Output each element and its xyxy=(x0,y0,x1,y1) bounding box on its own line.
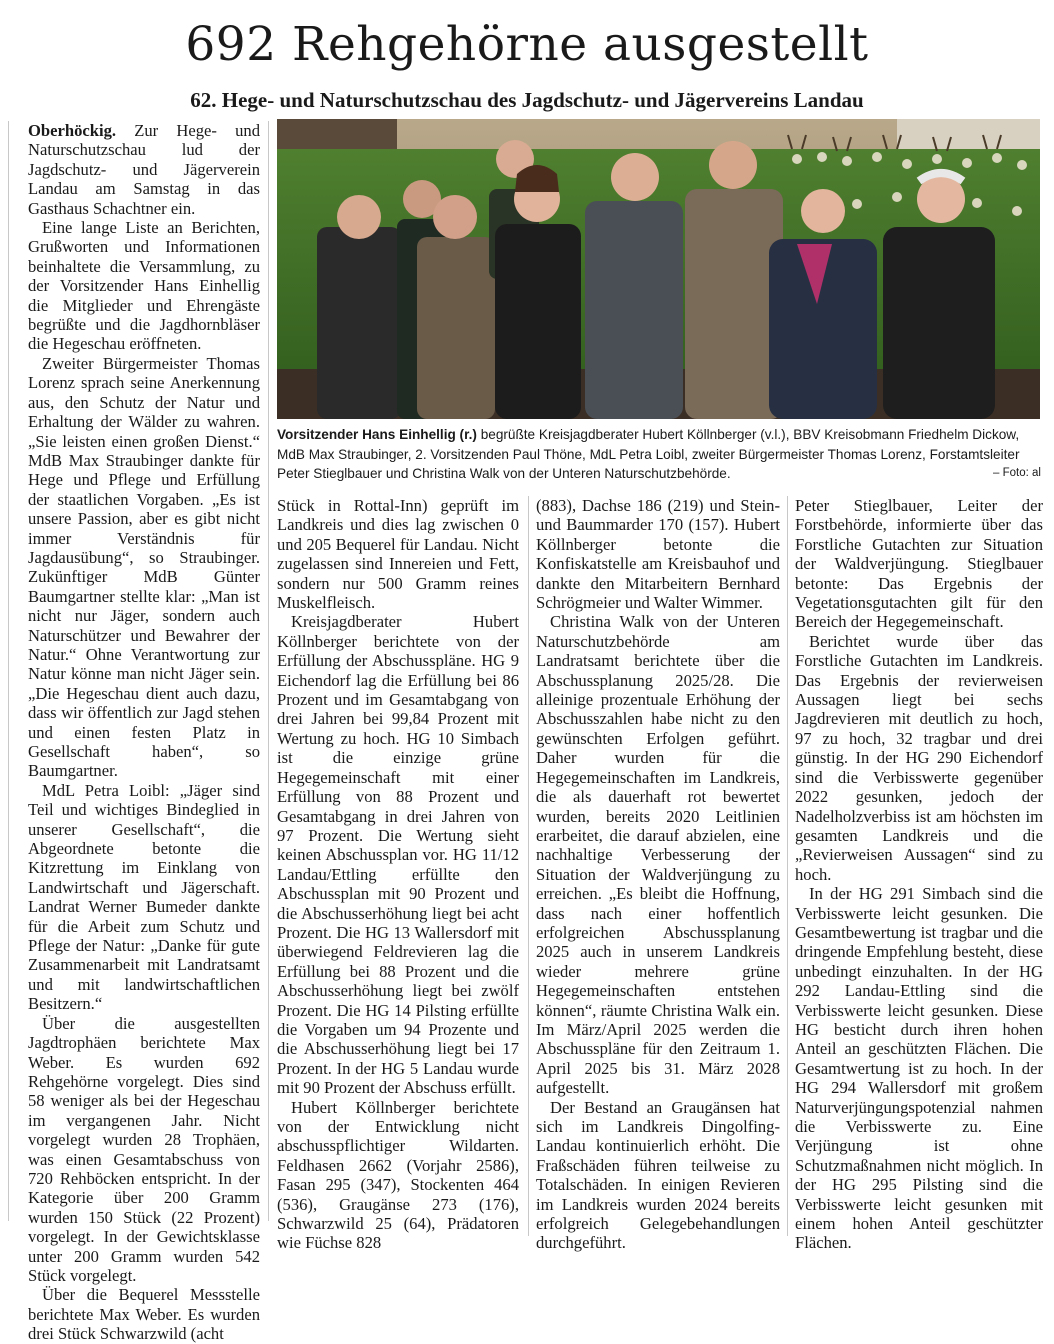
left-edge-rule xyxy=(8,121,9,1221)
paragraph: Über die ausgestellten Jagdtrophäen berichtete Max Weber. Es wurden 692 Rehgehörne vorgelegt. Dies sind 58 weniger als bei der Hegeschau im vergangenen Jahr. Nicht vorgelegt wurden 28 Trophäen, was einen Gesamtabschuss von 720 Rehböcken entspricht. In der Kategorie über 200 Gramm wurden 150 Stück (22 Prozent) vorgelegt. In der Gewichtsklasse unter 200 Gramm wurden 542 Stück vorgelegt. xyxy=(28,1013,260,1285)
column-divider-1 xyxy=(268,121,269,1221)
paragraph: Peter Stieglbauer, Leiter der Forstbehörde, informierte über das Forstliche Gutachten zur Situation der Waldverjüngung. Stieglbauer betonte: Das Ergebnis der Vegetationsgutachten gilt für den Bereich der Hegegemeinschaft. xyxy=(795,496,1043,632)
subheadline: 62. Hege- und Naturschutzschau des Jagdschutz- und Jägervereins Landau xyxy=(190,88,864,112)
paragraph-text: Zur Hege- und Naturschutzschau lud der Jagdschutz- und Jägerverein Landau am Samstag in das Gasthaus Schachtner ein. xyxy=(28,121,260,218)
paragraph: Kreisjagdberater Hubert Köllnberger berichtete von der Erfüllung der Abschusspläne. HG 9 Eichendorf lag die Erfüllung bei 86 Prozent und im Gesamtabgang von drei Jahren bei 99,84 Prozent mit Wertung zu hoch. HG 10 Simbach ist die einzige grüne Hegegemeinschaft mit einer Erfüllung von 88 Prozent und Gesamtabgang in drei Jahren von 97 Prozent. Die Wertung sieht keinen Abschussplan vor. HG 11/12 Landau/Ettling erfüllte den Abschussplan mit 90 Prozent und die Abschusserhöhung liegt bei acht Prozent. Die HG 13 Wallersdorf mit überwiegend Feldrevieren lag die Erfüllung bei 88 Prozent und die Abschusserhöhung liegt bei zwölf Prozent. Die HG 14 Pilsting erfüllte die Vorgaben um 94 Prozente und die Abschusserhöhung liegt bei 17 Prozent. In der HG 5 Landau wurde mit 90 Prozent der Abschuss erfüllt. xyxy=(277,612,519,1098)
dateline-paragraph xyxy=(28,121,260,218)
paragraph: Über die Bequerel Messstelle berichtete Max Weber. Es wurden drei Stück Schwarzwild (acht xyxy=(28,1285,260,1344)
group-photo xyxy=(277,119,1040,419)
photo-credit: – Foto: al xyxy=(993,467,1041,479)
paragraph: (883), Dachse 186 (219) und Stein- und Baummarder 170 (157). Hubert Köllnberger betonte die Konfiskatstelle am Kreisbauhof und dankte den Mitarbeitern Bernhard Schrögmeier und Walter Wimmer. xyxy=(536,496,780,613)
article-column-4 xyxy=(795,496,1043,1253)
photo-caption xyxy=(277,425,1041,484)
dateline: Oberhöckig. xyxy=(28,121,117,140)
paragraph: Zweiter Bürgermeister Thomas Lorenz sprach seine Anerkennung aus, den Schutz der Natur und Erhaltung der Wälder zu wahren. „Sie leisten einen großen Dienst.“ MdB Max Straubinger dankte für Hege und Pflege und Erfüllung der staatlichen Vorgaben. „Es ist unsere Passion, aber es gibt nicht immer Verständnis für Jagdausübung“, so Straubinger. Zukünftiger MdB Günter Baumgartner stellte klar: „Man ist nicht nur Jäger, sondern auch Naturschützer und Bewahrer der Natur.“ Ohne Verantwortung zur Natur könne man nicht Jäger sein. „Die Hegeschau dient auch dazu, dass wir öffentlich zur Jagd stehen und einen festen Platz in Gesellschaft haben“, so Baumgartner. xyxy=(28,353,260,781)
column-divider-2 xyxy=(528,496,529,1236)
paragraph: Berichtet wurde über das Forstliche Gutachten im Landkreis. Das Ergebnis der revierweisen Aussagen liegt bei sechs Jagdrevieren mit deutlich zu hoch, 97 zu hoch, 32 tragbar und drei günstig. In der HG 290 Eichendorf sind die Verbisswerte gegenüber 2022 gesunken, jedoch der Nadelholzverbiss ist am höchsten im gesamten Landkreis und die „Revierweisen Aussagen“ sind zu hoch. xyxy=(795,631,1043,884)
article-column-3 xyxy=(536,496,780,1253)
paragraph: Eine lange Liste an Berichten, Grußworten und Informationen beinhaltete die Versammlung, zu der Vorsitzender Hans Einhellig die Mitglieder und Ehrengäste begrüßte und die Jagdhornbläser die Hegeschau eröffneten. xyxy=(28,218,260,354)
column-divider-3 xyxy=(787,496,788,1236)
paragraph: Christina Walk von der Unteren Naturschutzbehörde am Landratsamt berichtete über die Abschussplanung 2025/28. Die alleinige prozentuale Erhöhung der Abschusszahlen habe nicht zu den gewünschten Erfolgen geführt. Daher wurden für die Hegegemeinschaften im Landkreis, die als dauerhaft rot bewertet wurden, bereits 2020 Leitlinien erarbeitet, die darauf abzielen, eine nachhaltige Verbesserung der Situation der Waldverjüngung zu erreichen. „Es bleibt die Hoffnung, dass nach einer hoffentlich erfolgreichen Abschussplanung 2025 auch in unserem Landkreis wieder mehrere grüne Hegegemeinschaften entstehen können“, räumte Christina Walk ein. Im März/April 2025 werden die Abschusspläne für den Zeitraum 1. April 2025 bis 31. März 2028 aufgestellt. xyxy=(536,612,780,1098)
paragraph: MdL Petra Loibl: „Jäger sind Teil und wichtiges Bindeglied in unserer Gesellschaft“, die Abgeordnete betonte die Kitzrettung im Einklang von Landwirtschaft und Jägerschaft. Landrat Werner Bumeder dankte für die Arbeit zum Schutz und Pflege der Natur: „Danke für gute Zusammenarbeit mit Landratsamt und mit landwirtschaftlichen Besitzern.“ xyxy=(28,780,260,1014)
article-column-1 xyxy=(28,121,260,1344)
paragraph: Der Bestand an Graugänsen hat sich im Landkreis Dingolfing-Landau kontinuierlich erhöht. Die Fraßschäden führen teilweise zu Totalschäden. In einigen Revieren im Landkreis wurden 2024 bereits erfolgreich Gelegebehandlungen durchgeführt. xyxy=(536,1097,780,1253)
headline: 692 Rehgehörne ausgestellt xyxy=(185,17,869,72)
paragraph: In der HG 291 Simbach sind die Verbisswerte leicht gesunken. Die Gesamtbewertung ist tragbar und die dringende Empfehlung besteht, diese unbedingt einzuhalten. In der HG 292 Landau-Ettling sind die Verbisswerte leicht gesunken. Diese HG besticht durch ihren hohen Anteil an geschützten Flächen. Die Gesamtwertung ist zu hoch. In der HG 294 Wallersdorf mit großem Naturverjüngungspotenzial nahmen die Verbisswerte zu. Eine Verjüngung ist ohne Schutzmaßnahmen nicht möglich. In der HG 295 Pilsting sind die Verbisswerte leicht gesunken mit einem hohen Anteil geschützter Flächen. xyxy=(795,884,1043,1253)
paragraph: Stück in Rottal-Inn) geprüft im Landkreis und dies lag zwischen 0 und 205 Bequerel für Landau. Nicht zugelassen sind Innereien und Fett, sondern nur 500 Gramm reines Muskelfleisch. xyxy=(277,496,519,613)
caption-lead: Vorsitzender Hans Einhellig (r.) xyxy=(277,427,477,442)
caption-text: begrüßte Kreisjagdberater Hubert Köllnberger (v.l.), BBV Kreisobmann Friedhelm Dickow, MdB Max Straubinger, 2. Vorsitzenden Paul Thöne, MdL Petra Loibl, zweiter Bürgermeister Thomas Lorenz, Forstamtsleiter Peter Stieglbauer und Christina Walk von der Unteren Naturschutzbehörde. xyxy=(277,427,1020,481)
paragraph: Hubert Köllnberger berichtete von der Entwicklung nicht abschusspflichtiger Wildarten. Feldhasen 2662 (Vorjahr 2586), Fasan 295 (347), Stockenten 464 (536), Graugänse 273 (176), Schwarzwild 25 (64), Prädatoren wie Füchse 828 xyxy=(277,1097,519,1253)
group-photo-illustration xyxy=(277,119,1040,419)
article-column-2 xyxy=(277,496,519,1253)
